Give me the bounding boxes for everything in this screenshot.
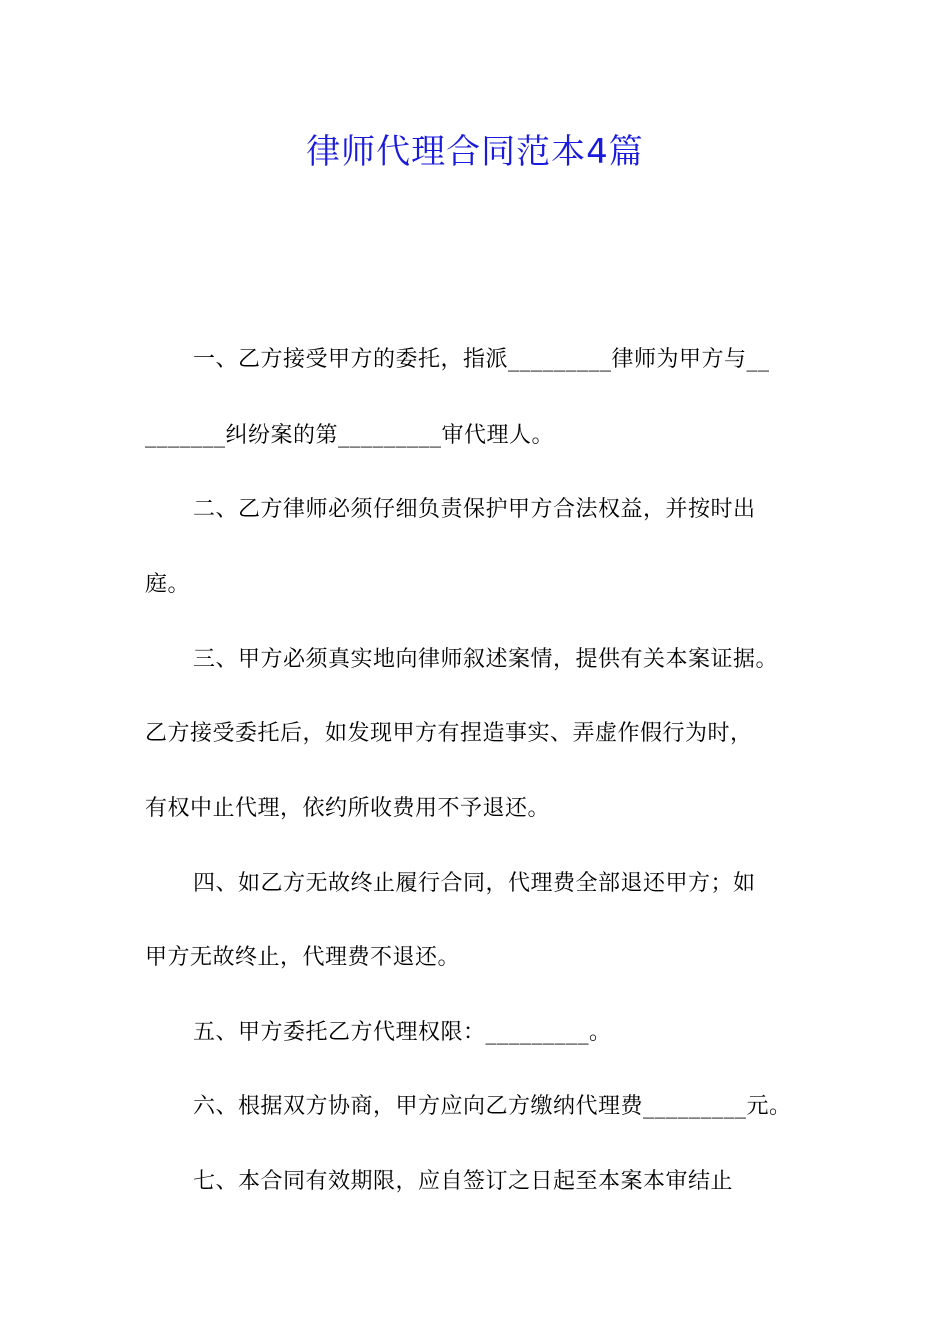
clause-5-line-1: 五、甲方委托乙方代理权限：_________。 <box>193 1020 612 1045</box>
document-title: 律师代理合同范本4篇 <box>306 132 644 172</box>
clause-3-line-3: 有权中止代理，依约所收费用不予退还。 <box>145 796 551 821</box>
clause-6-line-1: 六、根据双方协商，甲方应向乙方缴纳代理费_________元。 <box>193 1094 792 1119</box>
clause-1-line-1: 一、乙方接受甲方的委托，指派_________律师为甲方与__ <box>193 347 770 372</box>
clause-3-line-1: 三、甲方必须真实地向律师叙述案情，提供有关本案证据。 <box>193 647 779 672</box>
clause-7-line-1: 七、本合同有效期限，应自签订之日起至本案本审结止 <box>193 1169 734 1194</box>
clause-1-line-2: _______纠纷案的第_________审代理人。 <box>145 423 555 448</box>
clause-2-line-1: 二、乙方律师必须仔细负责保护甲方合法权益，并按时出 <box>193 497 756 522</box>
clause-3-line-2: 乙方接受委托后，如发现甲方有捏造事实、弄虚作假行为时， <box>145 721 753 746</box>
clause-4-line-1: 四、如乙方无故终止履行合同，代理费全部退还甲方；如 <box>193 871 756 896</box>
clause-2-line-2: 庭。 <box>145 572 191 597</box>
clause-4-line-2: 甲方无故终止，代理费不退还。 <box>145 945 461 970</box>
